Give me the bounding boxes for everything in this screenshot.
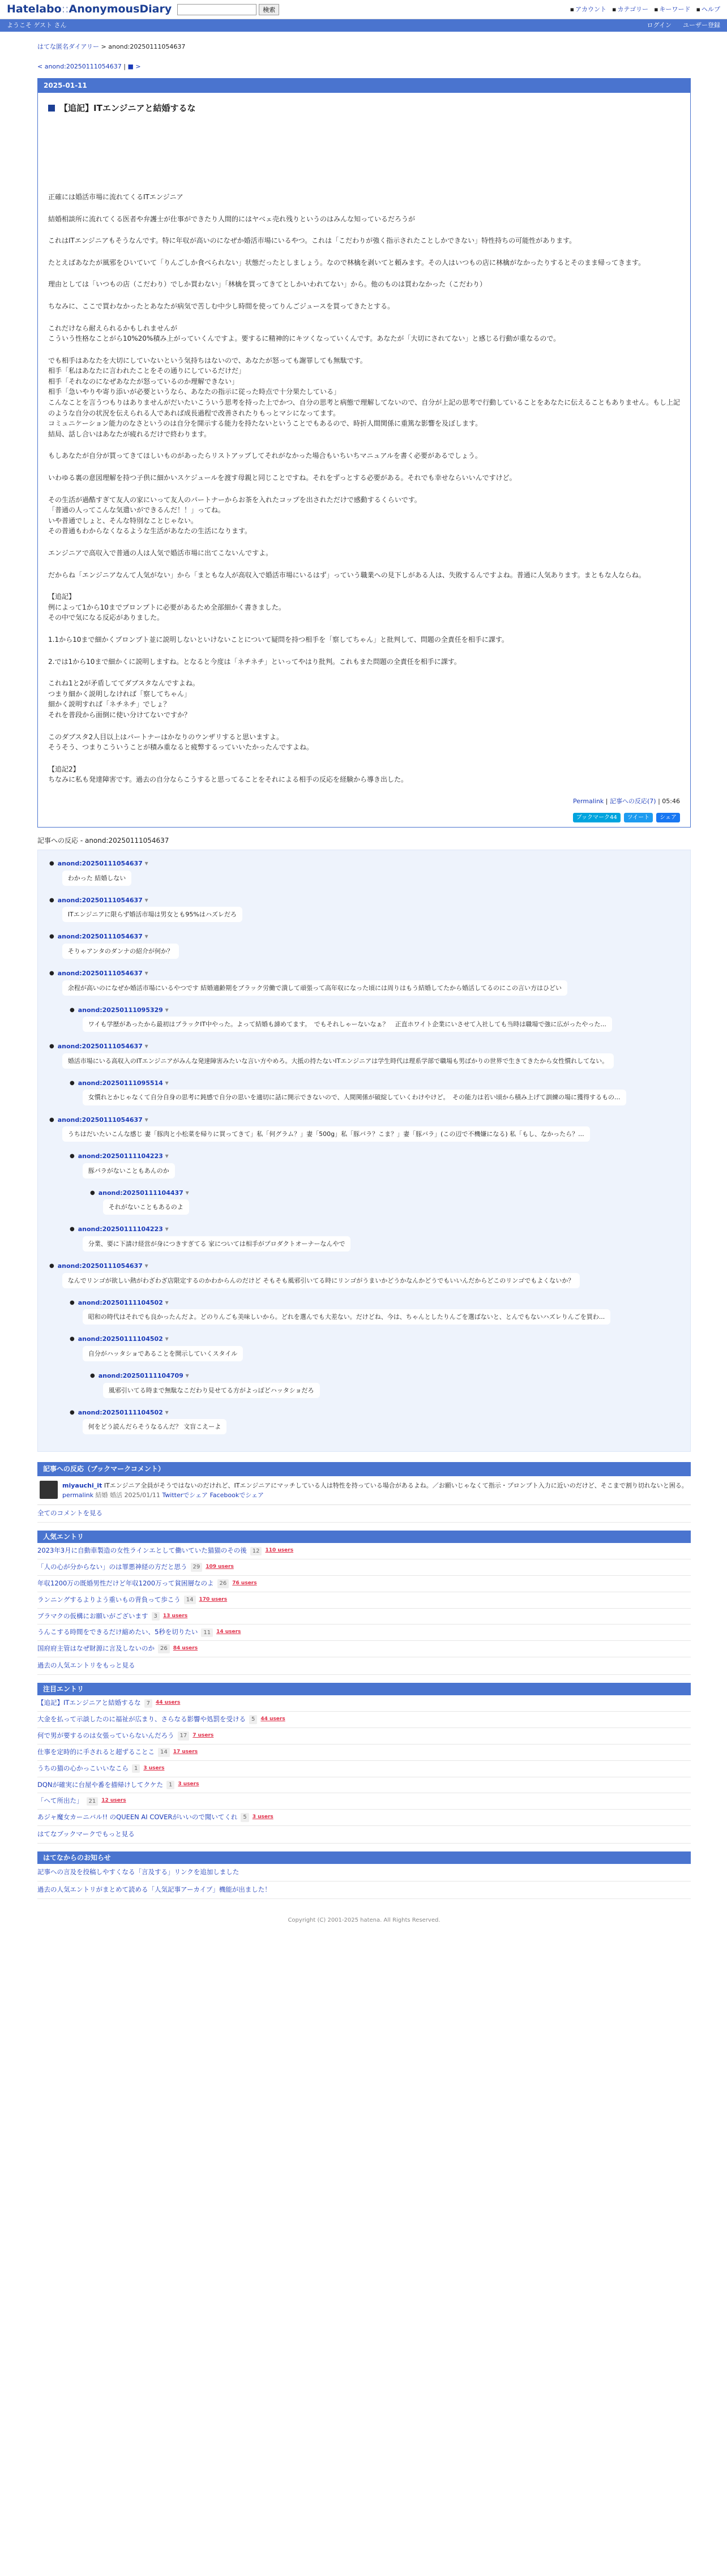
bullet-icon: ●: [70, 1006, 75, 1013]
entry-row: [37, 1712, 691, 1728]
keyword-link-label[interactable]: キーワード: [659, 5, 691, 13]
breadcrumb: [37, 42, 691, 52]
reaction-link[interactable]: anond:20250111104223: [78, 1225, 163, 1233]
paragraph: これだけなら耐えられるかもしれませんが こういう性格なことがら10%20%積み上がっていくんですよ。要するに精神的にキツくなっていくんです。あなたが「大切にされてない」と感じる行動が重なるので。: [48, 324, 561, 343]
facebook-share-link[interactable]: Facebookでシェア: [209, 1491, 264, 1499]
entry-title-text: 【追記】ITエンジニアと結婚するな: [59, 102, 196, 113]
reaction-text: うちはだいたいこんな感じ 妻「豚肉と小松菜を帰りに買ってきて」私「何グラム？」妻「500g」私「豚バラ？こま？」妻「豚バラ」(この辺で不機嫌になる) 私「もし、なかったら？...: [62, 1126, 590, 1142]
paragraph: だからね「エンジニアなんて人気がない」から「まともな人が高収入で婚活市場にいるはず」っていう職業への見下しがある人は、失敗するんですよね。普通に人気あります。まともな人ならね。: [48, 571, 645, 579]
comment-count[interactable]: 14: [158, 1748, 170, 1757]
site-logo[interactable]: [7, 1, 172, 18]
help-link-label[interactable]: ヘルプ: [702, 5, 720, 13]
reactions-list: [37, 850, 691, 1452]
bookmark-users[interactable]: 110 users: [265, 1548, 294, 1554]
reaction-header: [99, 1188, 679, 1198]
entry-date: 2025-01-11: [38, 79, 690, 93]
entry-link[interactable]: 何で男が要するのは女張っていらないんだろう: [37, 1731, 174, 1740]
comment-count[interactable]: 1: [166, 1781, 174, 1790]
reaction-item: [49, 1041, 679, 1074]
bullet-icon: ●: [49, 1263, 54, 1270]
entry-link[interactable]: 【追記】ITエンジニアと結婚するな: [37, 1699, 141, 1707]
entry-row: [37, 1592, 691, 1609]
comment-count[interactable]: 12: [250, 1547, 262, 1556]
popular-entries: [37, 1531, 691, 1675]
reaction-text: わかった 結婚しない: [62, 871, 132, 886]
reaction-text: 豚バラがないこともあんのか: [83, 1163, 175, 1178]
bookmark-users[interactable]: 170 users: [199, 1596, 228, 1602]
register-link[interactable]: ユーザー登録: [683, 22, 720, 29]
category-link[interactable]: [612, 5, 648, 14]
reaction-header: [58, 858, 679, 869]
entry-row: [37, 1728, 691, 1745]
account-icon: ▪: [570, 5, 575, 13]
account-link-label[interactable]: アカウント: [575, 5, 607, 13]
reaction-link[interactable]: anond:20250111104709: [98, 1372, 183, 1380]
comment-count[interactable]: 14: [184, 1596, 196, 1605]
expand-icon[interactable]: ▾: [183, 1188, 189, 1197]
paragraph: でも相手はあなたを大切にしていないという気持ちはないので、あなたが怒っても謝罪しても無駄です。 相手「私はあなたに言われたことをその通りにしているだけだ」 相手「それなのになぜあなたが怒っているのか理解できない」 相手「急いやりや寄り添いが必要というなら、あなたの指示に従った時点で十分果たしている」 こんなことを言うつもりはありませんがだいたいこういう思考を持った上でかつ、自分の思考と病態で理解してないので、自分が上記の思考で行動していることをあなたに伝えることもありません。もし上記のような自分の状況を伝えられる人であれば成長過程で改善されたりもっとマシになってます。 コミュニケーション能力のなさというのは自分を開示する能力を持たないということでもあるので、時折人間関係に重篤な影響を及ぼします。 結局、話し合いはあなたが疲れるだけで終わります。: [48, 356, 681, 438]
reaction-header: [78, 1224, 679, 1235]
bullet-icon: ●: [70, 1409, 75, 1416]
bookmark-users[interactable]: 44 users: [156, 1700, 181, 1706]
entry-row: [37, 1559, 691, 1576]
reaction-body: [58, 968, 679, 1001]
reaction-link[interactable]: anond:20250111054637: [57, 860, 143, 868]
bookmark-users[interactable]: 109 users: [206, 1564, 234, 1570]
entry-time: 05:46: [662, 797, 680, 805]
reaction-header: [78, 1151, 679, 1161]
reaction-header: [58, 968, 679, 979]
expand-icon[interactable]: ▾: [142, 932, 148, 941]
paragraph: いわゆる裏の意図理解を持つ子供に細かいスケジュールを渡す母親と同じことですね。それをずっとする必要がある。それでも幸せならいいんですけど。: [48, 474, 516, 482]
permalink[interactable]: Permalink: [573, 797, 604, 805]
keyword-icon: ▪: [654, 5, 658, 13]
comment-count[interactable]: 26: [217, 1579, 229, 1588]
reaction-header: [99, 1370, 679, 1381]
reaction-item: [70, 1151, 679, 1184]
entry-row: [37, 1543, 691, 1559]
reaction-header: [78, 1005, 679, 1015]
bookmark-comment-text: ITエンジニア全員がそうではないのだけれど、ITエンジニアにマッチしている人は特性を持っている場合があるよね。／お願いじゃなくて指示・プロンプト入力に近いのだけど、そこまで割り切れないと困る。: [104, 1481, 688, 1489]
breadcrumb-current: anond:20250111054637: [108, 43, 186, 50]
bookmark-user[interactable]: miyauchi_it: [62, 1481, 102, 1489]
entry-link[interactable]: ブラマクの仮構にお願いがございます: [37, 1611, 148, 1620]
bullet-icon: ●: [70, 1079, 75, 1086]
expand-icon[interactable]: ▾: [142, 1115, 148, 1124]
reaction-text: ワイも学歴があったから最初はブラックIT中やった。よって結婚も諦めてます。 でもそれしゃーないなぁ？ 正直ホワイト企業にいさせて入社しても当時は職場で強に広がったやった...: [83, 1017, 612, 1032]
logo-sep: ::: [61, 2, 69, 15]
facebook-share-button[interactable]: シェア: [656, 813, 680, 823]
entry-title[interactable]: [48, 102, 680, 115]
reaction-body: [58, 1115, 679, 1148]
reaction-body: [58, 931, 679, 965]
reaction-item: [49, 968, 679, 1001]
logo-left: Hatelabo: [7, 2, 62, 15]
reaction-link[interactable]: anond:20250111104502: [78, 1298, 163, 1306]
next-entry-link[interactable]: ■ >: [127, 63, 141, 71]
comment-count[interactable]: 21: [87, 1797, 99, 1806]
news-section: [37, 1851, 691, 1899]
keyword-link[interactable]: [654, 5, 690, 14]
expand-icon[interactable]: ▾: [162, 1078, 169, 1087]
entry-row: [37, 1761, 691, 1777]
reaction-text: 婚活市場にいる高収入のITエンジニアがみんな発達障害みたいな言い方やめろ。大抵の持たないITエンジニアは学生時代は理系学部で職場も男ばかりの世界で生きてきたから女性慣れしてない。: [62, 1053, 614, 1069]
bullet-icon: ●: [49, 860, 54, 867]
article: [38, 93, 690, 828]
reaction-link[interactable]: anond:20250111104502: [78, 1335, 163, 1343]
notable-heading: 注目エントリ: [37, 1683, 691, 1696]
top-bar: [0, 0, 727, 19]
comment-count[interactable]: 5: [249, 1715, 257, 1724]
reaction-body: [99, 1370, 679, 1404]
reaction-header: [78, 1297, 679, 1308]
bookmark-date: 2025/01/11: [124, 1491, 160, 1499]
reaction-item: [49, 858, 679, 891]
reaction-item: [90, 1370, 679, 1404]
paragraph: これね1と2が矛盾しててダブスタなんですよね。 つまり細かく説明しなければ「察してちゃん」 細かく説明すれば「ネチネチ」でしょ？ それを普段から面倒に使い分けてないですか？: [48, 679, 199, 719]
popular-heading: 人気エントリ: [37, 1531, 691, 1544]
reaction-item: [70, 1407, 679, 1441]
paragraph: たとえばあなたが風邪をひいていて「りんごしか食べられない」状態だったとしましょう。なので林檎を剥いてと頼みます。その人はいつもの店に林檎がなかったりするとそのまま帰ってきます。: [48, 258, 645, 267]
bookmark-users[interactable]: 12 users: [101, 1798, 126, 1804]
help-link[interactable]: [696, 5, 720, 14]
entry-link[interactable]: 年収1200万の既婚男性だけど年収1200万って貧困層なのよ: [37, 1579, 214, 1588]
bookmark-users[interactable]: 17 users: [173, 1748, 198, 1755]
all-comments-link[interactable]: [37, 1505, 691, 1523]
paragraph: その生活が過酷すぎて友人の家にいって友人のパートナーからお茶を入れたコップを出されただけで感動するくらいです。 「普通の人ってこんな気遣いができるんだ！！」ってね。 いや普通でしょと、そんな特別なことじゃない。 その普通もわからなくなるような生活があなたの生活になります。: [48, 495, 421, 535]
reaction-header: [58, 931, 679, 942]
all-comments-label[interactable]: 全てのコメントを見る: [37, 1508, 102, 1517]
reaction-text: 自分がハッタショであることを開示していくスタイル: [83, 1346, 243, 1361]
reaction-link[interactable]: anond:20250111095514: [78, 1079, 163, 1087]
paragraph: 1.1から10まで細かくプロンプト並に説明しないといけないことについて疑問を持つ相手を「察してちゃん」と批判して、問題の全責任を相手に課す。: [48, 635, 508, 644]
entry-link[interactable]: うちの猫の心かっこいいなこら: [37, 1764, 129, 1772]
bookmark-users[interactable]: 3 users: [252, 1814, 273, 1820]
reaction-header: [58, 1261, 679, 1271]
entry-link[interactable]: 2023年3月に自動車製造の女性ラインエとして働いていた猫猫のその後: [37, 1546, 247, 1555]
twitter-share-link[interactable]: Twitterでシェア: [162, 1491, 208, 1499]
bookmark-users[interactable]: 14 users: [216, 1629, 241, 1635]
entry-row: [37, 1576, 691, 1592]
reaction-link[interactable]: anond:20250111054637: [57, 1043, 143, 1051]
paragraph: これはITエンジニアもそうなんです。特に年収が高いのになぜか婚活市場にいるやつ。これは「こだわりが強く指示されたことしかできない」特性持ちの可能性があります。: [48, 237, 576, 245]
reaction-item: [49, 1261, 679, 1294]
reaction-text: そりゃアンタのダンナの紹介が何か？: [62, 944, 179, 959]
reaction-body: [78, 1151, 679, 1184]
login-link[interactable]: ログイン: [647, 22, 672, 29]
reaction-text: なんでリンゴが欲しい熱がわざわざ店限定するのかわからんのだけど そもそも風邪引いてる時にリンゴがうまいかどうかなんかどうでもいいんだからどこのリンゴでもよくないか？: [62, 1273, 580, 1288]
bullet-icon: ●: [49, 933, 54, 940]
entry-row: [37, 1609, 691, 1625]
entry-link[interactable]: 「人の心が分からない」のは罪悪神経の方だと思う: [37, 1563, 187, 1571]
reaction-body: [58, 858, 679, 891]
reaction-text: 分業、要に下請け経営が身につきすぎてる 家については相手がプロダクトオーナーなんやで: [83, 1236, 351, 1251]
reaction-body: [78, 1297, 679, 1331]
news-item[interactable]: 記事への言及を投稿しやすくなる「言及する」リンクを追加しました: [37, 1868, 240, 1876]
bullet-icon: ●: [90, 1189, 95, 1196]
reaction-link[interactable]: anond:20250111104223: [78, 1152, 163, 1160]
comment-count[interactable]: 3: [152, 1612, 160, 1621]
main-content: [37, 42, 691, 1925]
reaction-header: [58, 895, 679, 906]
reaction-item: [70, 1334, 679, 1367]
entry-link[interactable]: あジャ魔女カーニバル!! のQUEEN AI COVERがいいので聞いてくれ: [37, 1813, 238, 1821]
comment-count[interactable]: 29: [191, 1563, 203, 1572]
reaction-link[interactable]: anond:20250111054637: [57, 933, 143, 941]
bookmark-tags: 結婚 婚活: [95, 1491, 122, 1499]
comment-count[interactable]: 11: [201, 1628, 213, 1638]
expand-icon[interactable]: ▾: [142, 859, 148, 868]
reaction-text: 昭和の時代はそれでも良かったんだよ。どのりんごも美味しいから。どれを選んでも大差ない。だけどね、今は、ちゃんとしたりんごを選ばないと、とんでもないハズレりんごを買わ...: [83, 1309, 610, 1325]
reaction-body: [78, 1224, 679, 1257]
nav-sep: |: [121, 63, 128, 71]
bullet-icon: ●: [70, 1299, 75, 1306]
bullet-icon: ●: [90, 1373, 95, 1379]
bookmark-users[interactable]: 84 users: [173, 1645, 198, 1652]
reaction-header: [78, 1078, 679, 1088]
expand-icon[interactable]: ▾: [162, 1298, 169, 1306]
reactions-link[interactable]: 記事への反応(7): [610, 797, 656, 805]
reaction-item: [49, 1115, 679, 1148]
entry-link[interactable]: 大金を払って示談したのに福祉が広まり、さらなる影響や処罰を受ける: [37, 1715, 246, 1724]
comment-count[interactable]: 26: [158, 1644, 170, 1653]
entry-link[interactable]: 「ヘて所出た」: [37, 1797, 83, 1805]
entry-link[interactable]: 仕事を定時的に手されると超ずることこ: [37, 1747, 155, 1756]
comment-count[interactable]: 1: [132, 1764, 140, 1773]
account-link[interactable]: [570, 5, 606, 14]
bullet-icon: ●: [70, 1153, 75, 1160]
comment-count[interactable]: 17: [178, 1731, 190, 1741]
paragraph: 理由としては「いつもの店（こだわり）でしか買わない」「林檎を買ってきてとしかいわれてない」から。他のものは買わなかった（こだわり）: [48, 280, 487, 289]
user-bar: [0, 19, 727, 32]
reaction-text: 余程が高いのになぜか婚活市場にいるやつです 結婚適齢期をブラック労働で潰して頑張って高年収になった頃には周りはもう結婚してたから婚活してるのにこの言い方はひどい: [62, 980, 567, 996]
breadcrumb-sep: >: [99, 43, 109, 50]
expand-icon[interactable]: ▾: [142, 1042, 148, 1051]
expand-icon[interactable]: ▾: [162, 1335, 169, 1343]
expand-icon[interactable]: ▾: [162, 1005, 169, 1014]
bullet-icon: ●: [70, 1226, 75, 1233]
bullet-icon: ●: [70, 1336, 75, 1343]
bullet-icon: ●: [49, 1043, 54, 1050]
entry-row: [37, 1777, 691, 1794]
reaction-body: [58, 1041, 679, 1074]
reaction-item: [70, 1005, 679, 1038]
logo-right: AnonymousDiary: [69, 2, 172, 15]
entry-footer: Permalink | 記事への反応(7) | 05:46: [573, 797, 680, 805]
reaction-text: 女慣れとかじゃなくて自分自身の思考に鈍感で自分の思いを適切に話に開示できないので、人間関係が破綻していくわけやけど。 その能力は若い頃から積み上げて訓練の場に獲得するもの...: [83, 1090, 626, 1105]
reaction-header: [78, 1407, 679, 1418]
entry-link[interactable]: 国府府主管はなぜ財源に言及しないのか: [37, 1644, 155, 1653]
entry-row: [37, 1625, 691, 1641]
search-input[interactable]: [177, 4, 256, 15]
reaction-body: [58, 1261, 679, 1294]
expand-icon[interactable]: ▾: [142, 968, 148, 977]
reaction-item: [90, 1188, 679, 1221]
copyright: Copyright (C) 2001-2025 hatena. All Rights Reserved.: [288, 1917, 441, 1924]
entry-row: [37, 1745, 691, 1761]
reaction-text: それがないこともあるのよ: [103, 1199, 189, 1215]
reaction-text: 何をどう読んだらそうなるんだ？ 文盲こえーよ: [83, 1419, 227, 1434]
bookmark-users[interactable]: 7 users: [193, 1733, 214, 1739]
entry-nav: [37, 62, 691, 71]
entry-row: [37, 1695, 691, 1712]
entry-row: [37, 1641, 691, 1657]
reaction-item: [70, 1224, 679, 1257]
bookmark-permalink[interactable]: permalink: [62, 1491, 93, 1499]
reaction-link[interactable]: anond:20250111054637: [57, 1262, 143, 1270]
bookmark-users[interactable]: 44 users: [260, 1716, 285, 1722]
avatar[interactable]: [40, 1481, 58, 1499]
entry-link[interactable]: ランニングするよりよう重いもの背負って歩こう: [37, 1595, 181, 1604]
expand-icon[interactable]: ▾: [162, 1225, 169, 1233]
greeting: ようこそ ゲスト さん: [7, 22, 67, 29]
entry-link[interactable]: うんこする時間をできるだけ縮めたい、5秒を切りたい: [37, 1628, 198, 1636]
reaction-link[interactable]: anond:20250111104437: [98, 1189, 183, 1197]
reaction-text: ITエンジニアに限らず婚活市場は男女とも95%はハズレだろ: [62, 907, 242, 922]
bookmark-users[interactable]: 3 users: [178, 1781, 199, 1788]
comment-count[interactable]: 7: [144, 1699, 152, 1708]
notable-list: [37, 1695, 691, 1826]
paragraph: ちなみに、ここで買わなかったとあなたが病気で苦しむ中少し時間を使ってりんごジュースを買ってきたとする。: [48, 302, 395, 310]
paragraph: もしあなたが自分が買ってきてほしいものがあったらリストアップしてそれがなかった場合もいちいちマニュアルを書く必要があるでしょう。: [48, 452, 482, 460]
reaction-link[interactable]: anond:20250111054637: [57, 1116, 143, 1124]
paragraph: 2.では1から10まで細かくに説明しますね。となると今度は「ネチネチ」といってやはり批判。これもまた問題の全責任を相手に課す。: [48, 657, 461, 666]
tweet-button[interactable]: ツイート: [624, 813, 653, 823]
entry-row: [37, 1810, 691, 1826]
reaction-item: [49, 895, 679, 928]
reaction-body: [78, 1334, 679, 1367]
entry-row: [37, 1793, 691, 1810]
breadcrumb-root[interactable]: はてな匿名ダイアリー: [37, 43, 100, 50]
reaction-link[interactable]: anond:20250111054637: [57, 896, 143, 904]
title-square-icon: [48, 105, 55, 112]
bullet-icon: ●: [49, 897, 54, 903]
entry-link[interactable]: DQNが確実に台屋や番を描帰けしてクケた: [37, 1780, 164, 1789]
top-links: [570, 5, 720, 14]
reaction-body: [58, 895, 679, 928]
bookmark-comments-heading: 記事への反応（ブックマークコメント）: [37, 1462, 691, 1476]
reaction-header: [78, 1334, 679, 1344]
reaction-link[interactable]: anond:20250111095329: [78, 1006, 163, 1014]
reaction-body: [99, 1188, 679, 1221]
reactions-heading: 記事への反応 - anond:20250111054637: [37, 837, 169, 845]
reaction-header: [58, 1041, 679, 1052]
expand-icon[interactable]: ▾: [162, 1408, 169, 1416]
paragraph: このダブスタ2人目以上はパートナーはかなりのウンザリすると思いますよ。 そうそう、つまりこういうことが積み重なると疲弊するっていいたかったんですよね。: [48, 732, 314, 752]
reaction-body: [78, 1407, 679, 1441]
expand-icon[interactable]: ▾: [183, 1371, 189, 1380]
reaction-text: 風邪引いてる時まで無駄なこだわり見せてる方がよっぽどハッタショだろ: [103, 1383, 320, 1398]
search-button[interactable]: 検索: [259, 4, 279, 15]
paragraph: 【追記】 例によって1から10までプロンプトに必要があるため全部細かく書きました。 その中で気になる反応がありました。: [48, 593, 285, 622]
paragraph: 正確には婚活市場に流れてくるITエンジニア: [48, 192, 183, 201]
bookmark-share-button[interactable]: ブックマーク44: [573, 813, 621, 823]
reaction-item: [70, 1297, 679, 1331]
reaction-link[interactable]: anond:20250111104502: [78, 1408, 163, 1416]
day-section: [37, 78, 691, 828]
bookmark-users[interactable]: 3 users: [143, 1765, 165, 1771]
bookmark-comment: [37, 1476, 691, 1505]
bookmark-users[interactable]: 13 users: [162, 1613, 188, 1619]
reaction-item: [49, 931, 679, 965]
bullet-icon: ●: [49, 970, 54, 976]
popular-list: [37, 1543, 691, 1657]
reaction-header: [58, 1115, 679, 1125]
paragraph: 【追記2】 ちなみに私も発達障害です。過去の自分ならこうすると思ってることをそれによる相手の反応を経験から導き出した。: [48, 765, 408, 784]
expand-icon[interactable]: ▾: [162, 1152, 169, 1160]
expand-icon[interactable]: ▾: [142, 895, 148, 904]
reaction-body: [78, 1005, 679, 1038]
share-buttons: [48, 813, 680, 823]
prev-entry-link[interactable]: < anond:20250111054637: [37, 63, 122, 71]
paragraph: エンジニアで高収入で普通の人は人気で婚活市場に出てこないんですよ。: [48, 549, 273, 557]
popular-more-link[interactable]: 過去の人気エントリをもっと見る: [37, 1661, 135, 1670]
entry-body: [48, 124, 680, 785]
help-icon: ▪: [696, 5, 700, 13]
news-heading: はてなからのお知らせ: [37, 1851, 691, 1865]
notable-more-link[interactable]: はてなブックマークでもっと見る: [37, 1829, 135, 1838]
category-link-label[interactable]: カテゴリー: [617, 5, 649, 13]
bullet-icon: ●: [49, 1116, 54, 1123]
reaction-body: [78, 1078, 679, 1111]
paragraph: 結婚相談所に流れてくる医者や弁護士が仕事ができたり人間的にはヤベェ売れ残りというのはみんな知っているだろうが: [48, 215, 416, 223]
expand-icon[interactable]: ▾: [142, 1262, 148, 1270]
category-icon: ▪: [612, 5, 617, 13]
notable-entries: [37, 1683, 691, 1844]
bookmark-users[interactable]: 76 users: [232, 1580, 257, 1586]
comment-count[interactable]: 5: [241, 1813, 249, 1822]
news-item[interactable]: 過去の人気エントリがまとめて読める「人気記事アーカイブ」機能が出ました！: [37, 1885, 271, 1894]
reaction-item: [70, 1078, 679, 1111]
reaction-link[interactable]: anond:20250111054637: [57, 969, 143, 977]
